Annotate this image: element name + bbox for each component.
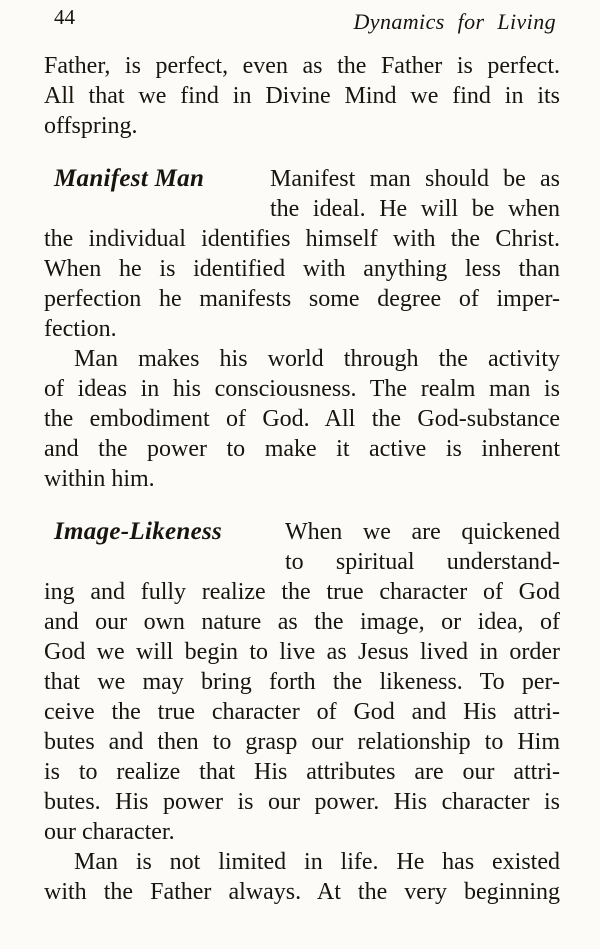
text-line: ceive the true character of God and His attri- bbox=[44, 699, 560, 725]
text-line: with the Father always. At the very beginning bbox=[44, 879, 560, 905]
text-line: Father, is perfect, even as the Father is perfect. bbox=[44, 53, 560, 79]
text-line: and the power to make it active is inherent bbox=[44, 436, 560, 462]
paragraph bbox=[44, 51, 560, 141]
text-line: Man makes his world through the activity bbox=[74, 346, 560, 372]
text-line: is to realize that His attributes are our attri- bbox=[44, 759, 560, 785]
text-line: and our own nature as the image, or idea, of bbox=[44, 609, 560, 635]
text-line: Man is not limited in life. He has existed bbox=[74, 849, 560, 875]
text-line: All that we find in Divine Mind we find in its bbox=[44, 83, 560, 109]
text-line: ing and fully realize the true character of God bbox=[44, 579, 560, 605]
text-line: offspring. bbox=[44, 113, 138, 139]
text-line: Manifest man should be as bbox=[270, 166, 560, 192]
text-line: to spiritual understand- bbox=[285, 549, 560, 575]
text-line: within him. bbox=[44, 466, 155, 492]
paragraph bbox=[44, 344, 560, 494]
text-line: butes and then to grasp our relationship to Him bbox=[44, 729, 560, 755]
text-line: When we are quickened bbox=[285, 519, 560, 545]
text-line: the individual identifies himself with the Christ. bbox=[44, 226, 560, 252]
paragraph bbox=[44, 847, 560, 907]
section-heading: Manifest Man bbox=[54, 165, 205, 192]
text-line: fection. bbox=[44, 316, 117, 342]
text-line: When he is identified with anything less than bbox=[44, 256, 560, 282]
text-line: that we may bring forth the likeness. To per- bbox=[44, 669, 560, 695]
page-number: 44 bbox=[54, 5, 75, 29]
text-line: our character. bbox=[44, 819, 175, 845]
text-line: God we will begin to live as Jesus lived in order bbox=[44, 639, 560, 665]
section-heading: Image-Likeness bbox=[54, 518, 223, 545]
text-line: butes. His power is our power. His character is bbox=[44, 789, 560, 815]
running-header-title: Dynamics for Living bbox=[353, 9, 556, 34]
section bbox=[44, 517, 560, 847]
text-line: the embodiment of God. All the God-substance bbox=[44, 406, 560, 432]
section bbox=[44, 164, 560, 344]
text-line: perfection he manifests some degree of imper- bbox=[44, 286, 560, 312]
page-body bbox=[44, 51, 560, 907]
text-line: the ideal. He will be when bbox=[270, 196, 560, 222]
text-line: of ideas in his consciousness. The realm man is bbox=[44, 376, 560, 402]
